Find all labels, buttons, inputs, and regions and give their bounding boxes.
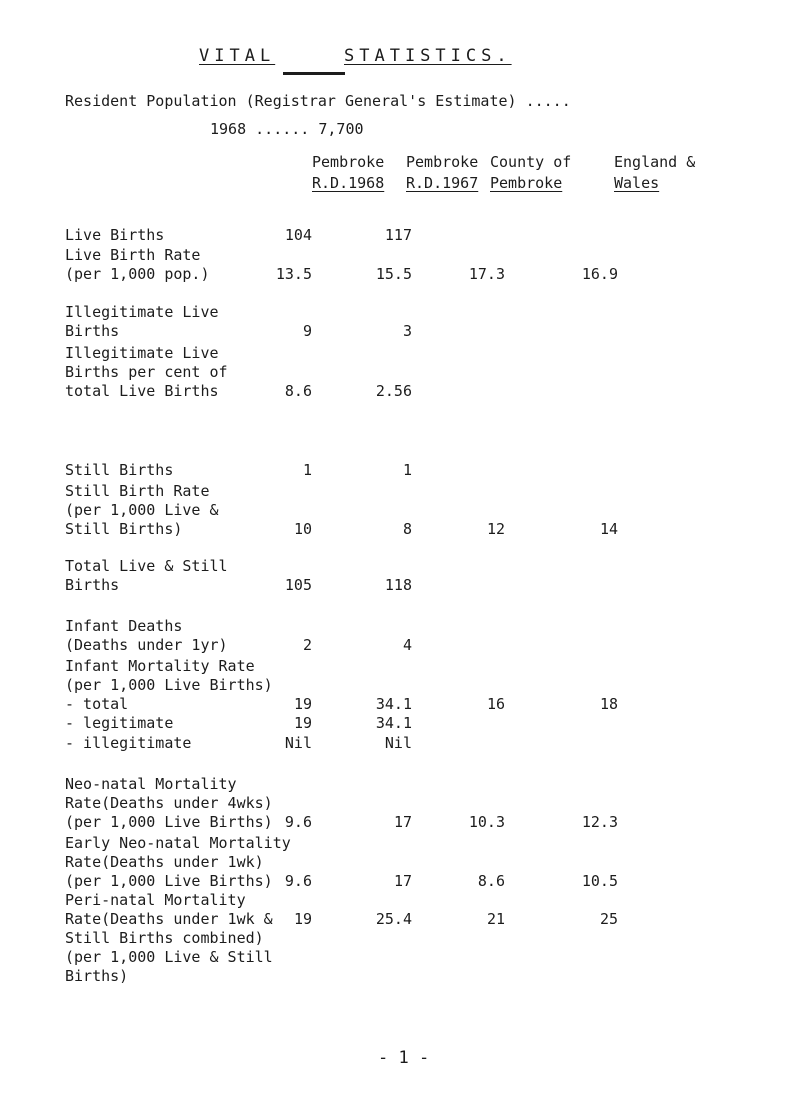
row-label: (per 1,000 pop.): [65, 265, 210, 283]
title-statistics: STATISTICS.: [344, 46, 512, 66]
row-label: Early Neo-natal Mortality: [65, 834, 291, 852]
population-line: Resident Population (Registrar General's Estimate) .....: [65, 92, 571, 110]
title-rule: [283, 72, 345, 75]
column-header-3-line1: County of: [490, 153, 572, 171]
table-cell: 9.6: [284, 813, 312, 831]
column-header-2-line2: R.D.1967: [406, 174, 479, 192]
table-cell: 12: [486, 520, 505, 538]
row-label: Infant Mortality Rate: [65, 657, 255, 675]
table-cell: 10.5: [581, 872, 618, 890]
row-label: Illegitimate Live: [65, 344, 219, 362]
title-vital: VITAL: [199, 46, 276, 66]
row-label: Still Births combined): [65, 929, 264, 947]
table-cell: 17: [393, 813, 412, 831]
row-label: (per 1,000 Live Births): [65, 872, 273, 890]
table-cell: 10.3: [468, 813, 505, 831]
table-cell: 4: [402, 636, 412, 654]
row-label: - illegitimate: [65, 734, 192, 752]
row-label: Births: [65, 322, 120, 340]
column-header-4-line2: Wales: [614, 174, 660, 192]
row-label: Illegitimate Live: [65, 303, 219, 321]
row-label: Births per cent of: [65, 363, 228, 381]
table-cell: 1: [302, 461, 312, 479]
row-label: Rate(Deaths under 1wk): [65, 853, 264, 871]
table-cell: 104: [284, 226, 312, 244]
table-cell: 25.4: [375, 910, 412, 928]
table-cell: 2.56: [375, 382, 412, 400]
row-label: Rate(Deaths under 4wks): [65, 794, 273, 812]
row-label: Still Birth Rate: [65, 482, 210, 500]
table-cell: 9.6: [284, 872, 312, 890]
row-label: - total: [65, 695, 129, 713]
table-cell: 8.6: [284, 382, 312, 400]
table-cell: 19: [293, 910, 312, 928]
table-cell: 8.6: [477, 872, 505, 890]
row-label: Peri-natal Mortality: [65, 891, 246, 909]
table-cell: 19: [293, 695, 312, 713]
table-cell: 25: [599, 910, 618, 928]
table-cell: 17: [393, 872, 412, 890]
column-header-2-line1: Pembroke: [406, 153, 479, 171]
table-cell: 1: [402, 461, 412, 479]
column-header-1-line2: R.D.1968: [312, 174, 385, 192]
row-label: Births): [65, 967, 129, 985]
table-cell: 16.9: [581, 265, 618, 283]
column-header-1-line1: Pembroke: [312, 153, 385, 171]
row-label: Infant Deaths: [65, 617, 183, 635]
table-cell: Nil: [284, 734, 312, 752]
table-cell: 34.1: [375, 695, 412, 713]
table-cell: 21: [486, 910, 505, 928]
table-cell: 117: [384, 226, 412, 244]
table-cell: 2: [302, 636, 312, 654]
population-value-line: 1968 ...... 7,700: [210, 120, 364, 138]
table-cell: 16: [486, 695, 505, 713]
table-cell: 14: [599, 520, 618, 538]
row-label: Still Births: [65, 461, 174, 479]
row-label: (Deaths under 1yr): [65, 636, 228, 654]
table-cell: 18: [599, 695, 618, 713]
table-cell: 15.5: [375, 265, 412, 283]
table-cell: Nil: [384, 734, 412, 752]
row-label: (per 1,000 Live &: [65, 501, 219, 519]
table-cell: 19: [293, 714, 312, 732]
row-label: Total Live & Still: [65, 557, 228, 575]
table-cell: 13.5: [275, 265, 312, 283]
row-label: Neo-natal Mortality: [65, 775, 237, 793]
page-number: - 1 -: [378, 1048, 430, 1068]
table-cell: 118: [384, 576, 412, 594]
row-label: Live Births: [65, 226, 165, 244]
row-label: Live Birth Rate: [65, 246, 201, 264]
table-cell: 17.3: [468, 265, 505, 283]
row-label: - legitimate: [65, 714, 174, 732]
row-label: Still Births): [65, 520, 183, 538]
table-cell: 12.3: [581, 813, 618, 831]
table-cell: 3: [402, 322, 412, 340]
table-cell: 105: [284, 576, 312, 594]
column-header-3-line2: Pembroke: [490, 174, 563, 192]
row-label: Rate(Deaths under 1wk &: [65, 910, 273, 928]
column-header-4-line1: England &: [614, 153, 696, 171]
table-cell: 34.1: [375, 714, 412, 732]
row-label: Births: [65, 576, 120, 594]
table-cell: 8: [402, 520, 412, 538]
row-label: total Live Births: [65, 382, 219, 400]
table-cell: 9: [302, 322, 312, 340]
table-cell: 10: [293, 520, 312, 538]
row-label: (per 1,000 Live Births): [65, 676, 273, 694]
row-label: (per 1,000 Live & Still: [65, 948, 273, 966]
row-label: (per 1,000 Live Births): [65, 813, 273, 831]
